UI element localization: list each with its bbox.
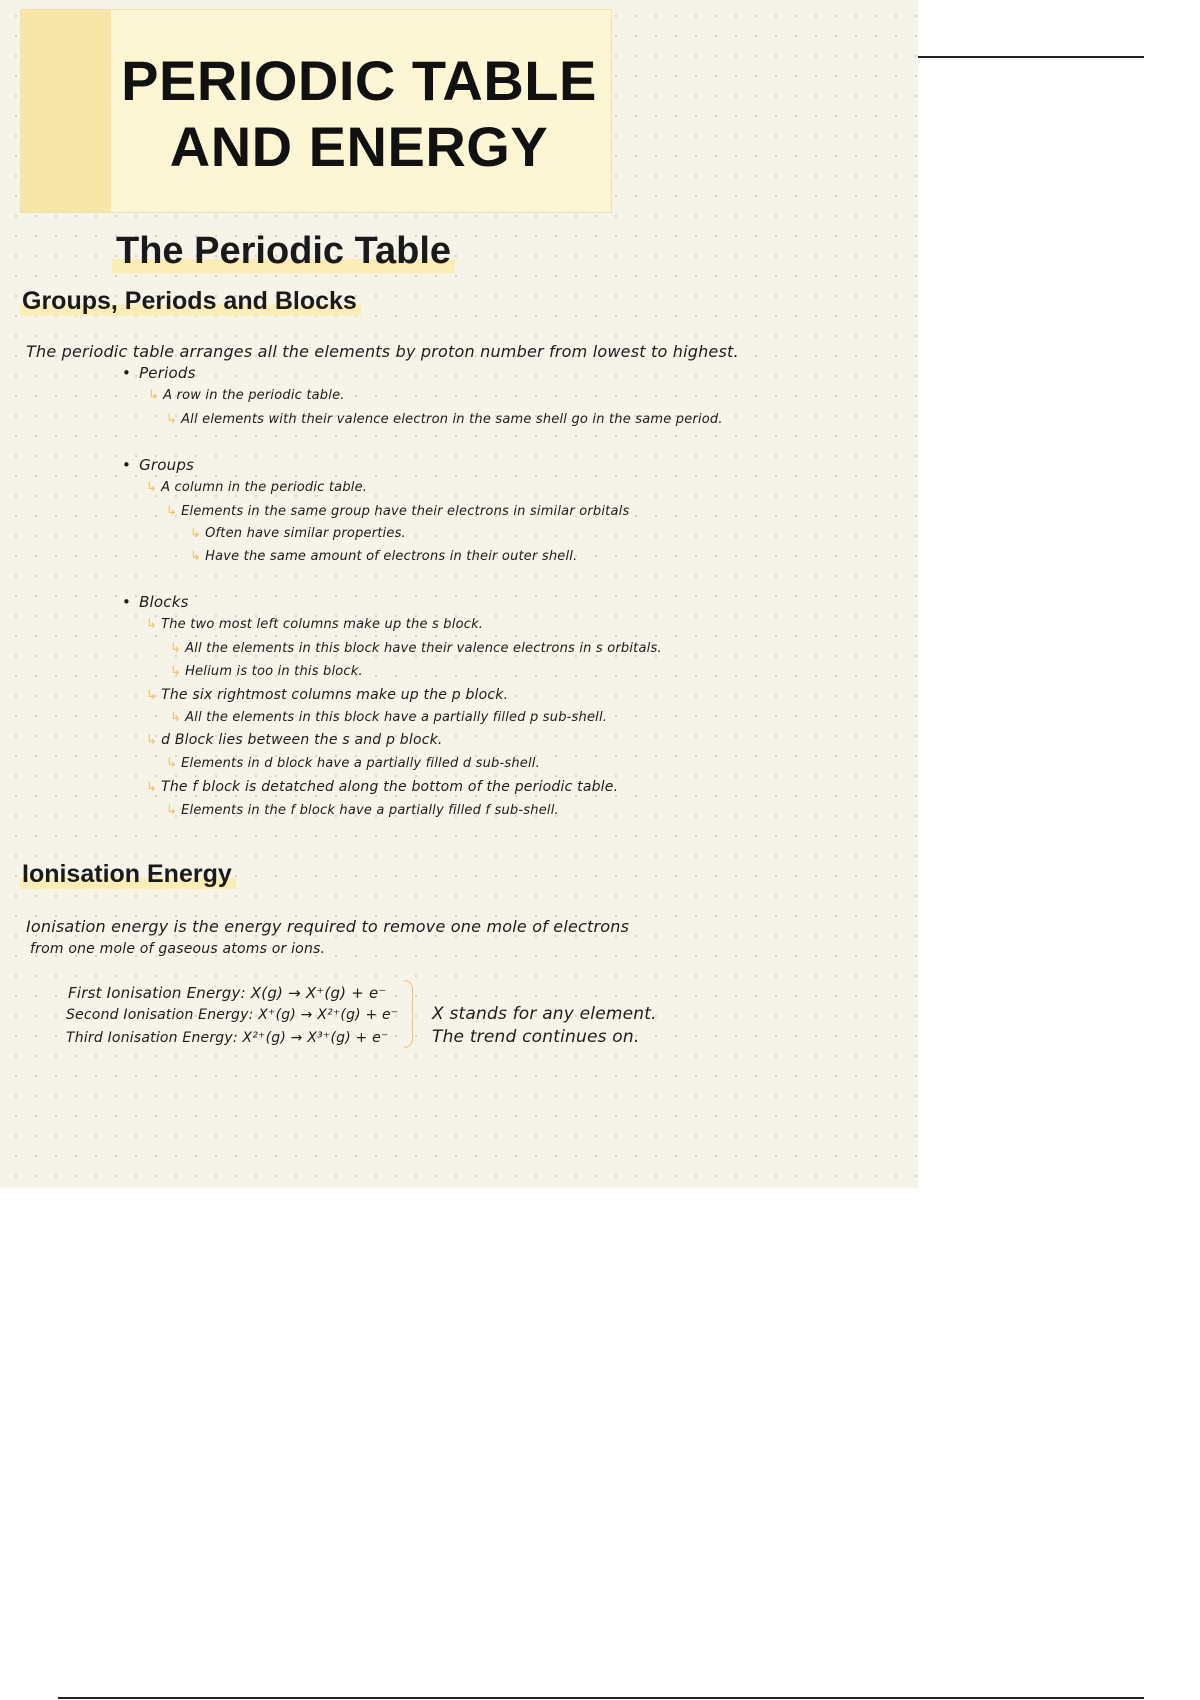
groups-label: • Groups	[122, 456, 194, 474]
groups-item: ↳ Elements in the same group have their electrons in similar orbitals	[166, 504, 630, 519]
blocks-item: ↳ The two most left columns make up the s block.	[146, 617, 484, 632]
page-title-line-1: PERIODIC TABLE	[121, 49, 597, 112]
blocks-label: • Blocks	[122, 593, 189, 611]
arrow-icon: ↳	[146, 617, 158, 632]
arrow-icon: ↳	[148, 388, 160, 403]
ionisation-definition-line-2: from one mole of gaseous atoms or ions.	[30, 941, 326, 957]
equation-second: Second Ionisation Energy: X⁺(g) → X²⁺(g) + e⁻	[66, 1007, 399, 1023]
arrow-icon: ↳	[190, 549, 202, 564]
intro-text: The periodic table arranges all the elements by proton number from lowest to highest.	[26, 342, 739, 361]
blocks-item: ↳ Elements in the f block have a partially filled f sub-shell.	[166, 803, 559, 818]
arrow-icon: ↳	[166, 412, 178, 427]
page-title-line-2: AND ENERGY	[169, 115, 549, 178]
ionisation-definition-line-1: Ionisation energy is the energy required to remove one mole of electrons	[26, 917, 630, 936]
bracket-icon	[404, 980, 413, 1048]
equation-third: Third Ionisation Energy: X²⁺(g) → X³⁺(g) + e⁻	[66, 1030, 389, 1046]
arrow-icon: ↳	[166, 803, 178, 818]
footer-rule	[58, 1697, 1144, 1699]
title-banner	[20, 9, 612, 213]
blocks-item: ↳ Helium is too in this block.	[170, 664, 363, 679]
arrow-icon: ↳	[170, 641, 182, 656]
note-line-1: X stands for any element.	[432, 1004, 657, 1024]
equation-first: First Ionisation Energy: X(g) → X⁺(g) + e⁻	[68, 984, 387, 1002]
section-title: The Periodic Table	[112, 230, 455, 273]
groups-item: ↳ Have the same amount of electrons in their outer shell.	[190, 549, 578, 564]
arrow-icon: ↳	[170, 664, 182, 679]
blocks-item: ↳ All the elements in this block have a partially filled p sub-shell.	[170, 710, 608, 725]
periods-label: • Periods	[122, 364, 196, 382]
page-title	[113, 48, 605, 180]
groups-item: ↳ Often have similar properties.	[190, 526, 406, 541]
title-accent-stripe	[21, 10, 111, 212]
arrow-icon: ↳	[170, 710, 182, 725]
ionisation-heading: Ionisation Energy	[20, 860, 236, 889]
groups-item: ↳ A column in the periodic table.	[146, 480, 368, 495]
blocks-item: ↳ The six rightmost columns make up the p block.	[146, 687, 509, 703]
blocks-item: ↳ The f block is detatched along the bottom of the periodic table.	[146, 779, 619, 795]
arrow-icon: ↳	[146, 733, 158, 748]
blocks-item: ↳ Elements in d block have a partially filled d sub-shell.	[166, 756, 540, 771]
arrow-icon: ↳	[146, 780, 158, 795]
header-rule	[918, 56, 1144, 58]
blocks-item: ↳ All the elements in this block have their valence electrons in s orbitals.	[170, 641, 662, 656]
note-line-2: The trend continues on.	[432, 1027, 640, 1047]
arrow-icon: ↳	[146, 688, 158, 703]
blocks-item: ↳ d Block lies between the s and p block.	[146, 732, 443, 748]
groups-heading: Groups, Periods and Blocks	[20, 287, 361, 316]
arrow-icon: ↳	[166, 756, 178, 771]
arrow-icon: ↳	[166, 504, 178, 519]
arrow-icon: ↳	[190, 526, 202, 541]
periods-item: ↳ A row in the periodic table.	[148, 388, 345, 403]
periods-item: ↳ All elements with their valence electron in the same shell go in the same period.	[166, 412, 723, 427]
arrow-icon: ↳	[146, 480, 158, 495]
